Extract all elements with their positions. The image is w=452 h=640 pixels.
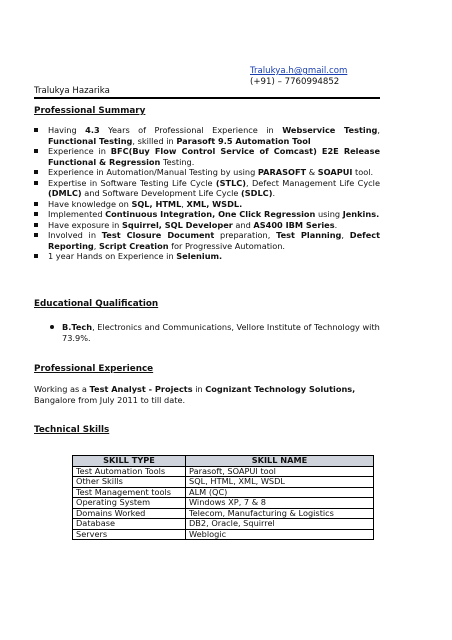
- education-heading: Educational Qualification: [34, 299, 159, 309]
- table-header-row: [73, 456, 374, 467]
- bullet-square-icon: [34, 181, 38, 185]
- column-header-skill-name: SKILL NAME: [186, 456, 374, 467]
- experience-heading: Professional Experience: [34, 364, 154, 374]
- bullet-square-icon: [34, 233, 38, 237]
- list-item: Involved in Test Closure Document preparation, Test Planning, Defect Reporting, Script Creation for Progressive Automation.: [34, 230, 380, 251]
- table-row: Test Automation Tools Parasoft, SOAPUI tool: [73, 466, 374, 477]
- list-item: Implemented Continuous Integration, One Click Regression using Jenkins.: [34, 209, 380, 220]
- table-row: Test Management tools ALM (QC): [73, 487, 374, 498]
- bullet-square-icon: [34, 254, 38, 258]
- list-item: Experience in Automation/Manual Testing by using PARASOFT & SOAPUI tool.: [34, 167, 380, 178]
- email-link[interactable]: Tralukya.h@gmail.com: [250, 66, 348, 76]
- phone-number: (+91) – 7760994852: [250, 77, 340, 87]
- bullet-square-icon: [34, 212, 38, 216]
- table-row: Operating System Windows XP, 7 & 8: [73, 498, 374, 509]
- table-row: Database DB2, Oracle, Squirrel: [73, 519, 374, 530]
- table-row: Domains Worked Telecom, Manufacturing & Logistics: [73, 508, 374, 519]
- table-row: Other Skills SQL, HTML, XML, WSDL: [73, 477, 374, 488]
- skills-table: [72, 455, 374, 540]
- experience-text: Working as a Test Analyst - Projects in Cognizant Technology Solutions, Bangalore from July 2011 to till date.: [34, 384, 356, 405]
- column-header-skill-type: SKILL TYPE: [73, 456, 186, 467]
- list-item: Having 4.3 Years of Professional Experience in Webservice Testing, Functional Testing, skilled in Parasoft 9.5 Automation Tool: [34, 125, 380, 146]
- list-item: Expertise in Software Testing Life Cycle (STLC), Defect Management Life Cycle (DMLC) and Software Development Life Cycle (SDLC).: [34, 178, 380, 199]
- contact-block: [250, 66, 347, 88]
- list-item: Have knowledge on SQL, HTML, XML, WSDL.: [34, 199, 380, 210]
- summary-list: [34, 125, 380, 262]
- bullet-square-icon: [34, 202, 38, 206]
- candidate-name: Tralukya Hazarika: [34, 86, 380, 99]
- bullet-square-icon: [34, 128, 38, 132]
- bullet-dot-icon: [50, 325, 54, 329]
- list-item: 1 year Hands on Experience in Selenium.: [34, 251, 380, 262]
- skills-heading: Technical Skills: [34, 425, 110, 435]
- bullet-square-icon: [34, 223, 38, 227]
- summary-heading: Professional Summary: [34, 106, 146, 116]
- bullet-square-icon: [34, 149, 38, 153]
- list-item: Experience in BFC(Buy Flow Control Service of Comcast) E2E Release Functional & Regression Testing.: [34, 146, 380, 167]
- education-item: B.Tech, Electronics and Communications, Vellore Institute of Technology with 73.9%.: [48, 322, 380, 343]
- list-item: Have exposure in Squirrel, SQL Developer and AS400 IBM Series.: [34, 220, 380, 231]
- bullet-square-icon: [34, 170, 38, 174]
- table-row: Servers Weblogic: [73, 529, 374, 540]
